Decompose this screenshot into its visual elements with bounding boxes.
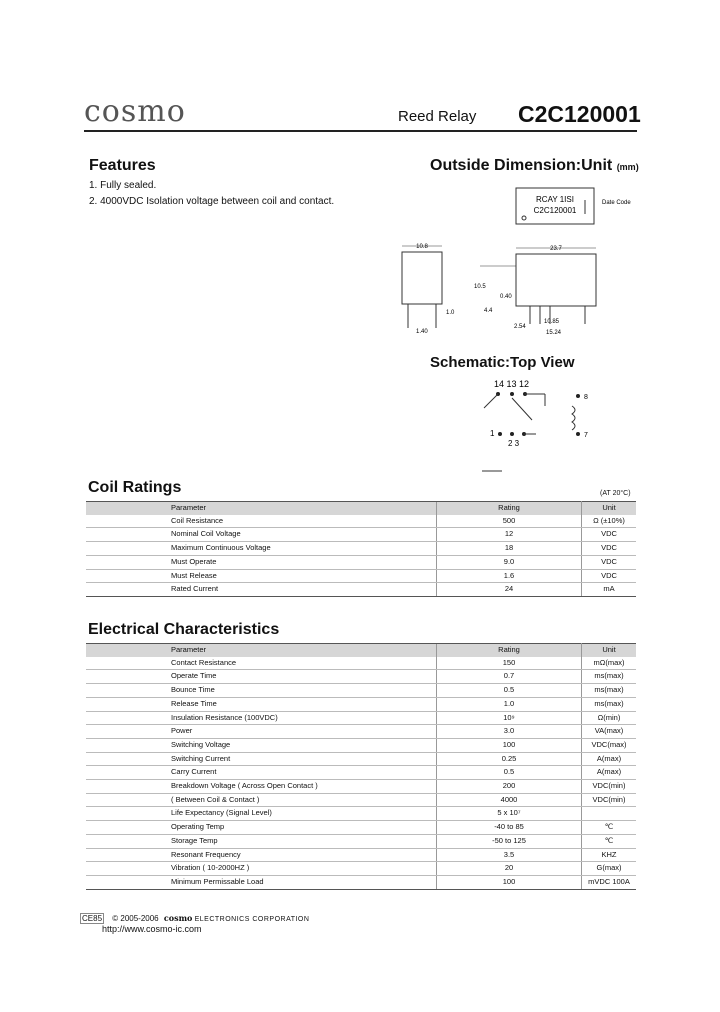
parameter-cell: Storage Temp — [86, 834, 437, 848]
unit-cell: mΩ(max) — [582, 657, 637, 670]
pin-dot — [498, 432, 502, 436]
rating-cell: 500 — [437, 515, 582, 528]
parameter-cell: Rated Current — [86, 583, 437, 597]
column-header: Unit — [582, 502, 637, 515]
table-row — [86, 555, 636, 569]
table-row — [86, 780, 636, 794]
footer-company: ELECTRONICS CORPORATION — [194, 916, 310, 923]
dim-width: 10.8 — [416, 244, 428, 250]
rating-cell: 1.0 — [437, 697, 582, 711]
rating-cell: 20 — [437, 862, 582, 876]
unit-cell: ms(max) — [582, 697, 637, 711]
schematic-wire — [484, 394, 498, 408]
footer-url-link[interactable]: http://www.cosmo-ic.com — [102, 924, 202, 934]
dim-lead-2: 1.40 — [416, 329, 428, 335]
column-header: Rating — [437, 644, 582, 657]
unit-cell: mVDC 100A — [582, 875, 637, 889]
parameter-cell: Release Time — [86, 697, 437, 711]
parameter-cell: Must Operate — [86, 555, 437, 569]
product-type: Reed Relay — [398, 108, 477, 125]
package-label-2: C2C120001 — [533, 206, 577, 215]
electrical-table — [86, 643, 636, 890]
table-row — [86, 807, 636, 821]
dim-pitch: 2.54 — [514, 324, 526, 330]
schematic-pins-top: 14 13 12 — [494, 379, 530, 389]
feature-item: 1. Fully sealed. — [89, 180, 157, 191]
parameter-cell: Breakdown Voltage ( Across Open Contact ) — [86, 780, 437, 794]
dimension-title-text: Outside Dimension:Unit — [430, 157, 613, 174]
schematic-pin-1: 1 — [490, 429, 495, 438]
unit-cell: Ω (±10%) — [582, 515, 637, 528]
pin-dot — [510, 432, 514, 436]
table-header-row — [86, 502, 636, 515]
schematic-pin-7: 7 — [584, 432, 588, 439]
column-header: Unit — [582, 644, 637, 657]
footer-copyright: © 2005-2006 — [112, 914, 159, 923]
table-row — [86, 793, 636, 807]
parameter-cell: Resonant Frequency — [86, 848, 437, 862]
unit-cell: ℃ — [582, 834, 637, 848]
parameter-cell: ( Between Coil & Contact ) — [86, 793, 437, 807]
unit-cell: VDC — [582, 542, 637, 556]
coil-ratings-body — [86, 515, 636, 597]
parameter-cell: Carry Current — [86, 766, 437, 780]
dimension-unit: (mm) — [616, 162, 639, 172]
coil-temp-note: (AT 20°C) — [600, 490, 631, 497]
rating-cell: 3.5 — [437, 848, 582, 862]
unit-cell: VDC(min) — [582, 780, 637, 794]
table-row — [86, 542, 636, 556]
dim-row: 10.85 — [544, 319, 560, 325]
table-row — [86, 569, 636, 583]
pin-dot — [576, 432, 580, 436]
parameter-cell: Switching Voltage — [86, 738, 437, 752]
schematic-drawing — [470, 376, 610, 476]
unit-cell: A(max) — [582, 766, 637, 780]
table-header-row — [86, 644, 636, 657]
part-number: C2C120001 — [518, 101, 641, 127]
parameter-cell: Switching Current — [86, 752, 437, 766]
rating-cell: 150 — [437, 657, 582, 670]
table-row — [86, 821, 636, 835]
parameter-cell: Power — [86, 725, 437, 739]
schematic-pins-bottom: 2 3 — [508, 439, 520, 448]
rating-cell: 100 — [437, 738, 582, 752]
coil-symbol — [572, 406, 575, 430]
parameter-cell: Life Expectancy (Signal Level) — [86, 807, 437, 821]
dimension-title — [430, 157, 639, 175]
table-row — [86, 848, 636, 862]
rating-cell: 4000 — [437, 793, 582, 807]
unit-cell: A(max) — [582, 752, 637, 766]
dim-pin: 0.40 — [500, 294, 512, 300]
rating-cell: -40 to 85 — [437, 821, 582, 835]
rating-cell: 0.5 — [437, 684, 582, 698]
package-side-view — [402, 252, 442, 304]
unit-cell: Ω(min) — [582, 711, 637, 725]
rating-cell: 3.0 — [437, 725, 582, 739]
table-row — [86, 752, 636, 766]
outline-drawing — [380, 180, 640, 345]
table-row — [86, 711, 636, 725]
feature-item: 2. 4000VDC Isolation voltage between coil and contact. — [89, 196, 335, 207]
unit-cell: ms(max) — [582, 684, 637, 698]
parameter-cell: Vibration ( 10-2000HZ ) — [86, 862, 437, 876]
parameter-cell: Minimum Permissable Load — [86, 875, 437, 889]
unit-cell: KHZ — [582, 848, 637, 862]
rating-cell: 10⁹ — [437, 711, 582, 725]
rating-cell: 200 — [437, 780, 582, 794]
schematic-pin-8: 8 — [584, 394, 588, 401]
table-row — [86, 528, 636, 542]
table-row — [86, 697, 636, 711]
unit-cell: G(max) — [582, 862, 637, 876]
rating-cell: 0.7 — [437, 670, 582, 684]
rating-cell: 18 — [437, 542, 582, 556]
footer-badge: CE85 — [82, 914, 103, 923]
table-row — [86, 875, 636, 889]
rating-cell: 9.0 — [437, 555, 582, 569]
pin-dot — [510, 392, 514, 396]
rating-cell: -50 to 125 — [437, 834, 582, 848]
column-header: Parameter — [86, 502, 437, 515]
dim-height: 10.5 — [474, 284, 486, 290]
schematic-title: Schematic:Top View — [430, 354, 575, 371]
table-row — [86, 834, 636, 848]
table-row — [86, 515, 636, 528]
reed-contact — [512, 398, 532, 420]
unit-cell — [582, 807, 637, 821]
electrical-body — [86, 657, 636, 889]
unit-cell: ℃ — [582, 821, 637, 835]
company-logo: cosmo — [84, 94, 186, 129]
table-row — [86, 766, 636, 780]
parameter-cell: Insulation Resistance (100VDC) — [86, 711, 437, 725]
table-row — [86, 670, 636, 684]
coil-ratings-title: Coil Ratings — [88, 479, 182, 496]
dim-length: 23.7 — [550, 246, 562, 252]
rating-cell: 0.5 — [437, 766, 582, 780]
table-row — [86, 725, 636, 739]
table-row — [86, 684, 636, 698]
unit-cell: VDC — [582, 569, 637, 583]
footer-brand: cosmo — [163, 913, 193, 923]
parameter-cell: Bounce Time — [86, 684, 437, 698]
date-code-label: Date Code — [602, 200, 631, 206]
pin1-marker — [522, 216, 526, 220]
column-header: Rating — [437, 502, 582, 515]
features-title: Features — [89, 157, 156, 174]
footer-line — [80, 913, 309, 923]
dim-standoff: 4.4 — [484, 308, 493, 314]
unit-cell: VDC — [582, 528, 637, 542]
unit-cell: mA — [582, 583, 637, 597]
table-row — [86, 738, 636, 752]
parameter-cell: Maximum Continuous Voltage — [86, 542, 437, 556]
header-rule — [84, 130, 637, 132]
column-header: Parameter — [86, 644, 437, 657]
parameter-cell: Nominal Coil Voltage — [86, 528, 437, 542]
table-row — [86, 862, 636, 876]
dim-span: 15.24 — [546, 330, 562, 336]
package-label-1: RCAY 1ISI — [536, 195, 574, 204]
pin-dot — [576, 394, 580, 398]
rating-cell: 5 x 10⁷ — [437, 807, 582, 821]
parameter-cell: Operate Time — [86, 670, 437, 684]
rating-cell: 12 — [437, 528, 582, 542]
unit-cell: VA(max) — [582, 725, 637, 739]
rating-cell: 0.25 — [437, 752, 582, 766]
table-row — [86, 657, 636, 670]
rating-cell: 100 — [437, 875, 582, 889]
unit-cell: VDC(max) — [582, 738, 637, 752]
parameter-cell: Coil Resistance — [86, 515, 437, 528]
parameter-cell: Operating Temp — [86, 821, 437, 835]
dim-lead-1: 1.0 — [446, 310, 455, 316]
unit-cell: VDC(min) — [582, 793, 637, 807]
rating-cell: 24 — [437, 583, 582, 597]
package-front-view — [516, 254, 596, 306]
electrical-title: Electrical Characteristics — [88, 621, 280, 638]
coil-ratings-table — [86, 501, 636, 597]
parameter-cell: Contact Resistance — [86, 657, 437, 670]
table-row — [86, 583, 636, 597]
unit-cell: VDC — [582, 555, 637, 569]
unit-cell: ms(max) — [582, 670, 637, 684]
parameter-cell: Must Release — [86, 569, 437, 583]
rating-cell: 1.6 — [437, 569, 582, 583]
